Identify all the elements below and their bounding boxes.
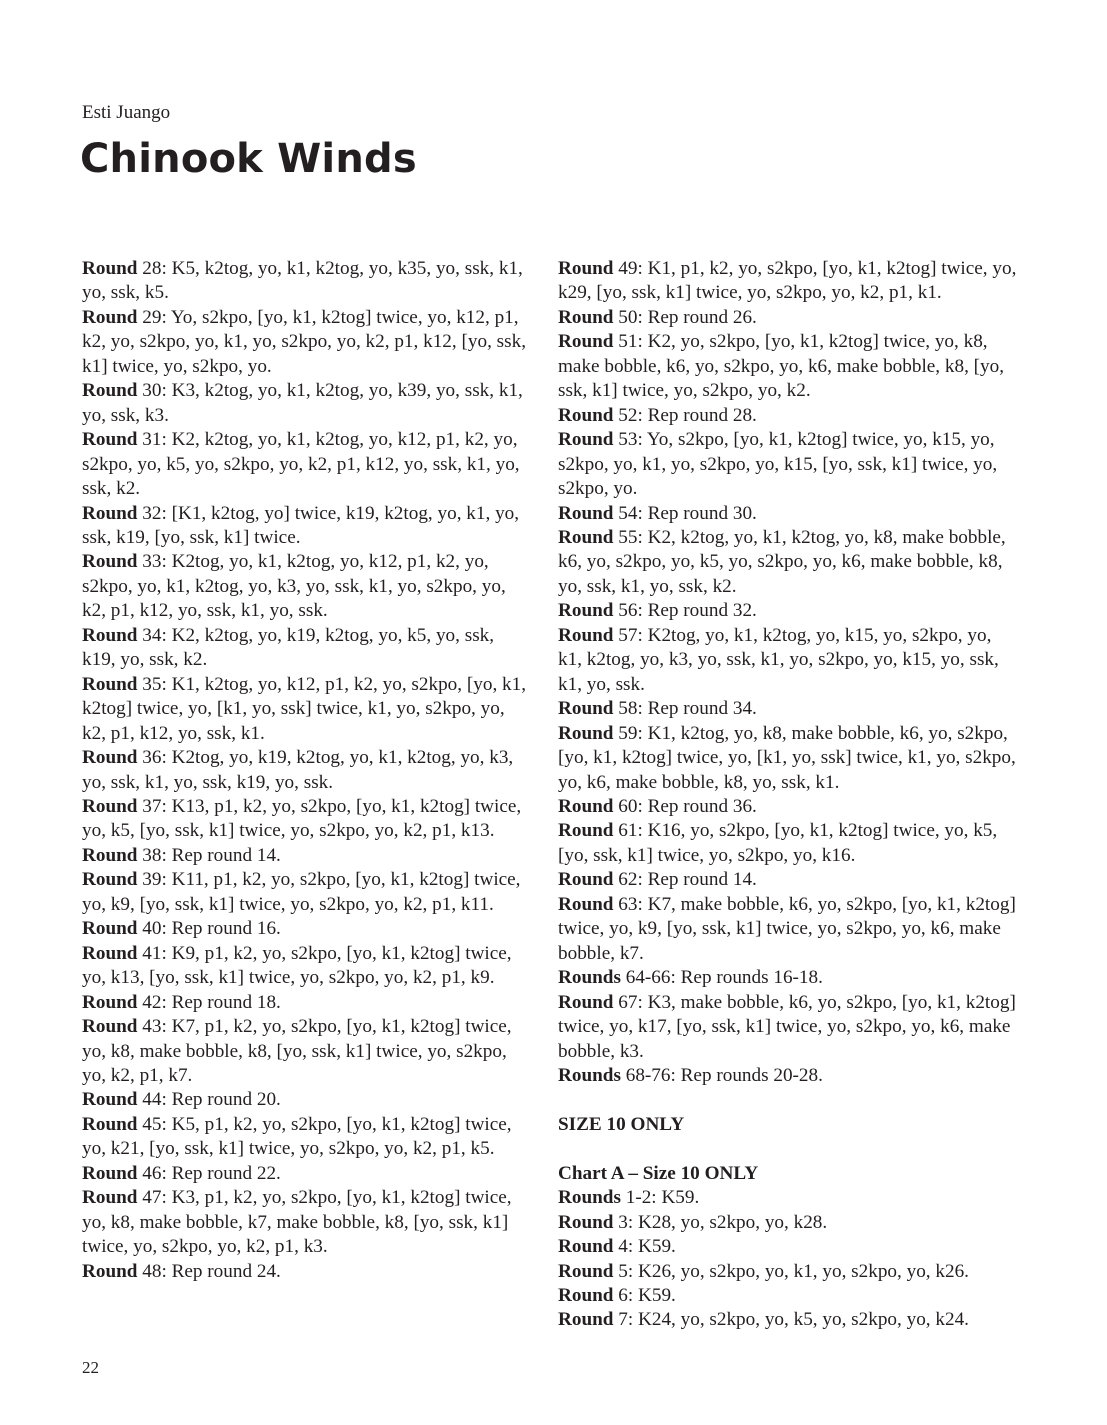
round-label: Round: [558, 502, 614, 524]
round-label: Round: [558, 429, 614, 451]
round-label: Round: [82, 991, 138, 1013]
round-instruction: [82, 1186, 528, 1259]
round-text: 5: K26, yo, s2kpo, yo, k1, yo, s2kpo, yo, k26.: [613, 1260, 969, 1282]
round-label: Round: [82, 1162, 138, 1184]
round-label: Round: [558, 1285, 614, 1306]
round-instruction: [558, 819, 1018, 868]
round-instruction: [558, 624, 1018, 697]
round-label: Round: [82, 1113, 138, 1135]
round-text: 30: K3, k2tog, yo, k1, k2tog, yo, k39, yo, ssk, k1, yo, ssk, k3.: [82, 380, 523, 426]
round-instruction: [82, 991, 528, 1015]
round-label: Round: [82, 844, 138, 866]
round-text: 44: Rep round 20.: [137, 1089, 281, 1111]
round-label: Round: [558, 991, 614, 1013]
round-text: 51: K2, yo, s2kpo, [yo, k1, k2tog] twice, yo, k8, make bobble, k6, yo, s2kpo, yo, k6, make bobble, k8, [yo, ssk, k1] twice, yo, s2kpo, yo, k2.: [558, 331, 1005, 402]
spacer: [558, 1088, 1018, 1112]
round-instruction: [558, 1235, 1018, 1259]
round-text: 63: K7, make bobble, k6, yo, s2kpo, [yo, k1, k2tog] twice, yo, k9, [yo, ssk, k1] twice, yo, s2kpo, yo, k6, make bobble, k7.: [558, 893, 1016, 964]
round-text: 48: Rep round 24.: [137, 1260, 281, 1282]
round-text: 3: K28, yo, s2kpo, yo, k28.: [613, 1211, 828, 1233]
round-text: 50: Rep round 26.: [613, 306, 757, 328]
round-instruction: [82, 917, 528, 941]
round-text: 58: Rep round 34.: [613, 698, 757, 720]
round-instruction: [82, 942, 528, 991]
size-heading: SIZE 10 ONLY: [558, 1113, 685, 1135]
author-name: Esti Juango: [82, 102, 171, 123]
pattern-title: Chinook Winds: [80, 136, 417, 182]
round-instruction: [82, 428, 528, 501]
round-text: 68-76: Rep rounds 20-28.: [620, 1064, 823, 1086]
chart-heading: Chart A – Size 10 ONLY: [558, 1162, 759, 1184]
round-text: 37: K13, p1, k2, yo, s2kpo, [yo, k1, k2tog] twice, yo, k5, [yo, ssk, k1] twice, yo, s2kpo, yo, k2, p1, k13.: [82, 795, 522, 842]
round-label: Round: [558, 1236, 614, 1258]
round-text: 55: K2, k2tog, yo, k1, k2tog, yo, k8, make bobble, k6, yo, s2kpo, yo, k5, yo, s2kpo, yo, k6, make bobble, k8, yo, ssk, k1, yo, ssk, k2.: [558, 526, 1006, 597]
round-instruction: [82, 868, 528, 917]
round-text: 64-66: Rep rounds 16-18.: [620, 967, 823, 989]
round-text: 6: K59.: [613, 1285, 676, 1306]
round-instruction: [82, 673, 528, 746]
round-text: 52: Rep round 28.: [613, 404, 757, 426]
round-label: Round: [82, 258, 138, 279]
round-text: 43: K7, p1, k2, yo, s2kpo, [yo, k1, k2tog] twice, yo, k8, make bobble, k8, [yo, ssk, k1] twice, yo, s2kpo, yo, k2, p1, k7.: [82, 1016, 512, 1086]
round-instruction: [558, 722, 1018, 795]
round-label: Round: [558, 1211, 614, 1233]
round-text: 67: K3, make bobble, k6, yo, s2kpo, [yo, k1, k2tog] twice, yo, k17, [yo, ssk, k1] twice, yo, s2kpo, yo, k6, make bobble, k3.: [558, 991, 1016, 1062]
round-label: Round: [82, 1089, 138, 1111]
round-text: 35: K1, k2tog, yo, k12, p1, k2, yo, s2kpo, [yo, k1, k2tog] twice, yo, [k1, yo, ssk] twice, k1, yo, s2kpo, yo, k2, p1, k12, yo, ssk, k1.: [82, 673, 527, 744]
round-text: 33: K2tog, yo, k1, k2tog, yo, k12, p1, k2, yo, s2kpo, yo, k1, k2tog, yo, k3, yo, ssk, k1, yo, s2kpo, yo, k2, p1, k12, yo, ssk, k1, yo, ssk.: [82, 551, 506, 622]
round-text: 62: Rep round 14.: [613, 869, 757, 891]
round-text: 49: K1, p1, k2, yo, s2kpo, [yo, k1, k2tog] twice, yo, k29, [yo, ssk, k1] twice, yo, s2kpo, yo, k2, p1, k1.: [558, 258, 1017, 304]
round-text: 54: Rep round 30.: [613, 502, 757, 524]
round-instruction: [558, 697, 1018, 721]
round-label: Round: [558, 526, 614, 548]
round-text: 36: K2tog, yo, k19, k2tog, yo, k1, k2tog, yo, k3, yo, ssk, k1, yo, ssk, k19, yo, ssk.: [82, 747, 514, 793]
round-label: Rounds: [558, 1064, 621, 1086]
chart-round-list: [558, 1186, 1018, 1333]
round-text: 46: Rep round 22.: [137, 1162, 281, 1184]
round-label: Round: [82, 551, 138, 573]
round-instruction: [558, 526, 1018, 599]
round-instruction: [82, 624, 528, 673]
round-text: 47: K3, p1, k2, yo, s2kpo, [yo, k1, k2tog] twice, yo, k8, make bobble, k7, make bobble, k8, [yo, ssk, k1] twice, yo, s2kpo, yo, k2, p1, k3.: [82, 1187, 512, 1258]
round-label: Round: [82, 918, 138, 940]
round-instruction: [558, 1064, 1018, 1088]
round-instruction: [82, 257, 528, 306]
round-text: 57: K2tog, yo, k1, k2tog, yo, k15, yo, s2kpo, yo, k1, k2tog, yo, k3, yo, ssk, k1, yo, s2kpo, yo, k15, yo, ssk, k1, yo, ssk.: [558, 624, 999, 695]
round-instruction: [82, 746, 528, 795]
round-text: 59: K1, k2tog, yo, k8, make bobble, k6, yo, s2kpo, [yo, k1, k2tog] twice, yo, [k1, yo, ssk] twice, k1, yo, s2kpo, yo, k6, make bobble, k8, yo, ssk, k1.: [558, 722, 1016, 793]
round-label: Round: [558, 331, 614, 353]
round-instruction: [558, 428, 1018, 501]
round-label: Round: [82, 1260, 138, 1282]
round-label: Round: [82, 306, 138, 328]
round-label: Round: [82, 795, 138, 817]
round-instruction: [82, 306, 528, 379]
round-text: 28: K5, k2tog, yo, k1, k2tog, yo, k35, yo, ssk, k1, yo, ssk, k5.: [82, 258, 523, 304]
round-instruction: [558, 795, 1018, 819]
round-label: Round: [82, 429, 138, 451]
round-label: Round: [558, 795, 614, 817]
round-text: 53: Yo, s2kpo, [yo, k1, k2tog] twice, yo, k15, yo, s2kpo, yo, k1, yo, s2kpo, yo, k15, [yo, ssk, k1] twice, yo, s2kpo, yo.: [558, 429, 998, 500]
round-label: Round: [558, 624, 614, 646]
left-column: [82, 257, 528, 1284]
round-instruction: [558, 1284, 1018, 1308]
round-label: Round: [82, 942, 138, 964]
round-label: Round: [558, 893, 614, 915]
round-label: Round: [558, 600, 614, 622]
round-label: Round: [558, 1309, 614, 1331]
round-instruction: [558, 306, 1018, 330]
round-instruction: [558, 1186, 1018, 1210]
round-text: 1-2: K59.: [620, 1187, 700, 1209]
round-label: Round: [558, 722, 614, 744]
round-label: Round: [82, 1016, 138, 1038]
round-text: 39: K11, p1, k2, yo, s2kpo, [yo, k1, k2tog] twice, yo, k9, [yo, ssk, k1] twice, yo, s2kpo, yo, k2, p1, k11.: [82, 869, 521, 915]
round-instruction: [82, 1015, 528, 1088]
round-text: 56: Rep round 32.: [613, 600, 757, 622]
round-text: 42: Rep round 18.: [137, 991, 281, 1013]
round-text: 34: K2, k2tog, yo, k19, k2tog, yo, k5, yo, ssk, k19, yo, ssk, k2.: [82, 624, 495, 671]
round-instruction: [82, 795, 528, 844]
right-column: [558, 257, 1018, 1333]
round-instruction: [558, 893, 1018, 966]
round-text: 7: K24, yo, s2kpo, yo, k5, yo, s2kpo, yo, k24.: [613, 1309, 969, 1331]
round-instruction: [558, 404, 1018, 428]
round-text: 41: K9, p1, k2, yo, s2kpo, [yo, k1, k2tog] twice, yo, k13, [yo, ssk, k1] twice, yo, s2kpo, yo, k2, p1, k9.: [82, 942, 512, 989]
round-instruction: [558, 1211, 1018, 1235]
round-label: Round: [558, 820, 614, 842]
round-label: Round: [558, 306, 614, 328]
round-text: 60: Rep round 36.: [613, 795, 757, 817]
round-instruction: [558, 257, 1018, 306]
round-label: Round: [558, 1260, 614, 1282]
round-text: 45: K5, p1, k2, yo, s2kpo, [yo, k1, k2tog] twice, yo, k21, [yo, ssk, k1] twice, yo, s2kpo, yo, k2, p1, k5.: [82, 1113, 512, 1160]
round-label: Round: [82, 1187, 138, 1209]
round-text: 61: K16, yo, s2kpo, [yo, k1, k2tog] twice, yo, k5, [yo, ssk, k1] twice, yo, s2kpo, yo, k16.: [558, 820, 998, 866]
round-instruction: [558, 330, 1018, 403]
round-text: 4: K59.: [613, 1236, 676, 1258]
round-instruction: [82, 379, 528, 428]
round-label: Round: [82, 380, 138, 402]
round-label: Round: [82, 502, 138, 524]
round-instruction: [558, 1260, 1018, 1284]
round-instruction: [82, 844, 528, 868]
round-text: 40: Rep round 16.: [137, 918, 281, 940]
round-instruction: [82, 1113, 528, 1162]
round-label: Round: [82, 747, 138, 769]
round-label: Round: [558, 869, 614, 891]
round-instruction: [558, 991, 1018, 1064]
round-text: 38: Rep round 14.: [137, 844, 281, 866]
spacer: [558, 1137, 1018, 1161]
round-instruction: [82, 1260, 528, 1284]
round-text: 32: [K1, k2tog, yo] twice, k19, k2tog, yo, k1, yo, ssk, k19, [yo, ssk, k1] twice.: [82, 502, 520, 548]
round-text: 29: Yo, s2kpo, [yo, k1, k2tog] twice, yo, k12, p1, k2, yo, s2kpo, yo, k1, yo, s2kpo, yo, k2, p1, k12, [yo, ssk, k1] twice, yo, s2kpo, yo.: [82, 306, 526, 377]
round-label: Round: [82, 624, 138, 646]
round-label: Round: [82, 673, 138, 695]
round-instruction: [558, 502, 1018, 526]
round-label: Round: [558, 698, 614, 720]
round-label: Round: [558, 404, 614, 426]
round-label: Round: [558, 258, 614, 279]
round-instruction: [82, 550, 528, 623]
round-instruction: [558, 868, 1018, 892]
round-text: 31: K2, k2tog, yo, k1, k2tog, yo, k12, p1, k2, yo, s2kpo, yo, k5, yo, s2kpo, yo, k2, p1, k12, yo, ssk, k1, yo, ssk, k2.: [82, 429, 520, 500]
round-instruction: [82, 1088, 528, 1112]
round-instruction: [558, 1308, 1018, 1332]
round-label: Rounds: [558, 1187, 621, 1209]
round-instruction: [82, 1162, 528, 1186]
right-round-list: [558, 257, 1018, 1088]
round-label: Rounds: [558, 967, 621, 989]
round-instruction: [558, 599, 1018, 623]
round-label: Round: [82, 869, 138, 891]
page-number: 22: [82, 1358, 99, 1377]
round-instruction: [558, 966, 1018, 990]
round-instruction: [82, 502, 528, 551]
